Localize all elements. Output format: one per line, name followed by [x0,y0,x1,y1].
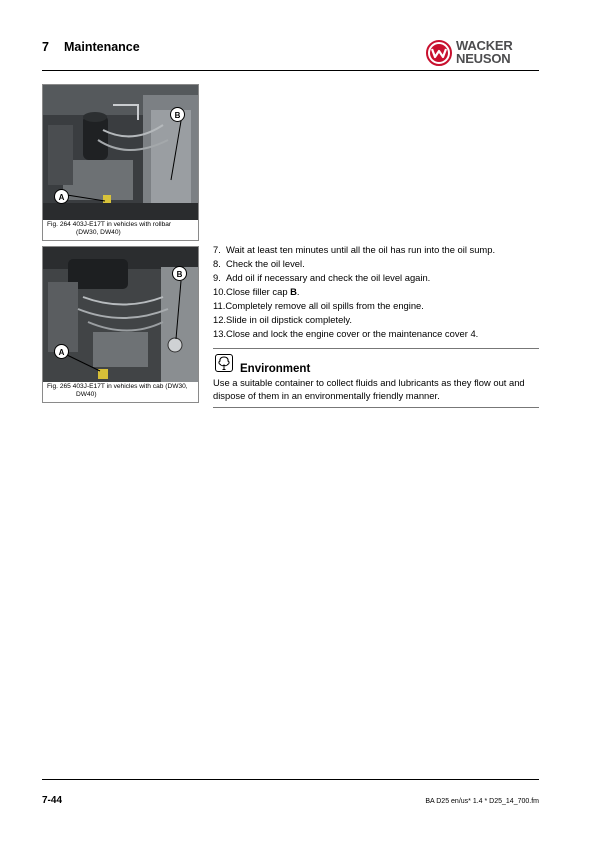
section-rule-bottom [213,407,539,408]
environment-text: Use a suitable container to collect fluids and lubricants as they flow out and dispose of them in an environmentally friendly manner. [213,377,525,401]
filler-cap-ref: B [290,286,297,297]
logo-line-1: WACKER [456,38,513,53]
step-10: 10.Close filler cap B. [213,286,300,297]
caption-line-2: (DW30, DW40) [76,229,121,236]
page-number: 7-44 [42,795,63,806]
wacker-neuson-logo [426,40,541,66]
step-7: 7. Wait at least ten minutes until all the oil has run into the oil sump. [213,244,496,255]
engine-photo-cab [43,247,198,382]
section-rule-top [213,348,539,349]
step-13: 13.Close and lock the engine cover or the maintenance cover 4. [213,328,479,339]
step-12: 12.Slide in oil dipstick completely. [213,314,352,325]
step-11: 11.Completely remove all oil spills from the engine. [213,300,424,311]
figure-caption [43,382,198,402]
callout-a: A [54,189,69,204]
logo-emblem-icon [426,40,452,66]
callout-b: B [170,107,185,122]
step-8: 8. Check the oil level. [213,258,305,269]
document-reference: BA D25 en/us* 1.4 * D25_14_700.fm [425,798,539,805]
chapter-number: 7 [42,40,49,54]
callout-a: A [54,344,69,359]
engine-photo-rollbar [43,85,198,220]
caption-line-1: Fig. 265 403J-E17T in vehicles with cab (DW30, [47,383,188,390]
step-9: 9. Add oil if necessary and check the oil level again. [213,272,431,283]
caption-line-2: DW40) [76,391,97,398]
chapter-heading [42,40,140,54]
logo-line-2: NEUSON [456,50,511,66]
tree-icon [215,354,233,372]
caption-line-1: Fig. 264 403J-E17T in vehicles with rollbar [47,221,172,228]
figure-264 [42,84,199,241]
figure-caption [43,220,198,240]
header-rule [42,70,539,71]
procedure-steps [213,243,543,341]
environment-heading: Environment [240,363,311,375]
callout-b: B [172,266,187,281]
chapter-title: Maintenance [64,40,140,54]
footer-rule [42,779,539,780]
figure-265 [42,246,199,403]
